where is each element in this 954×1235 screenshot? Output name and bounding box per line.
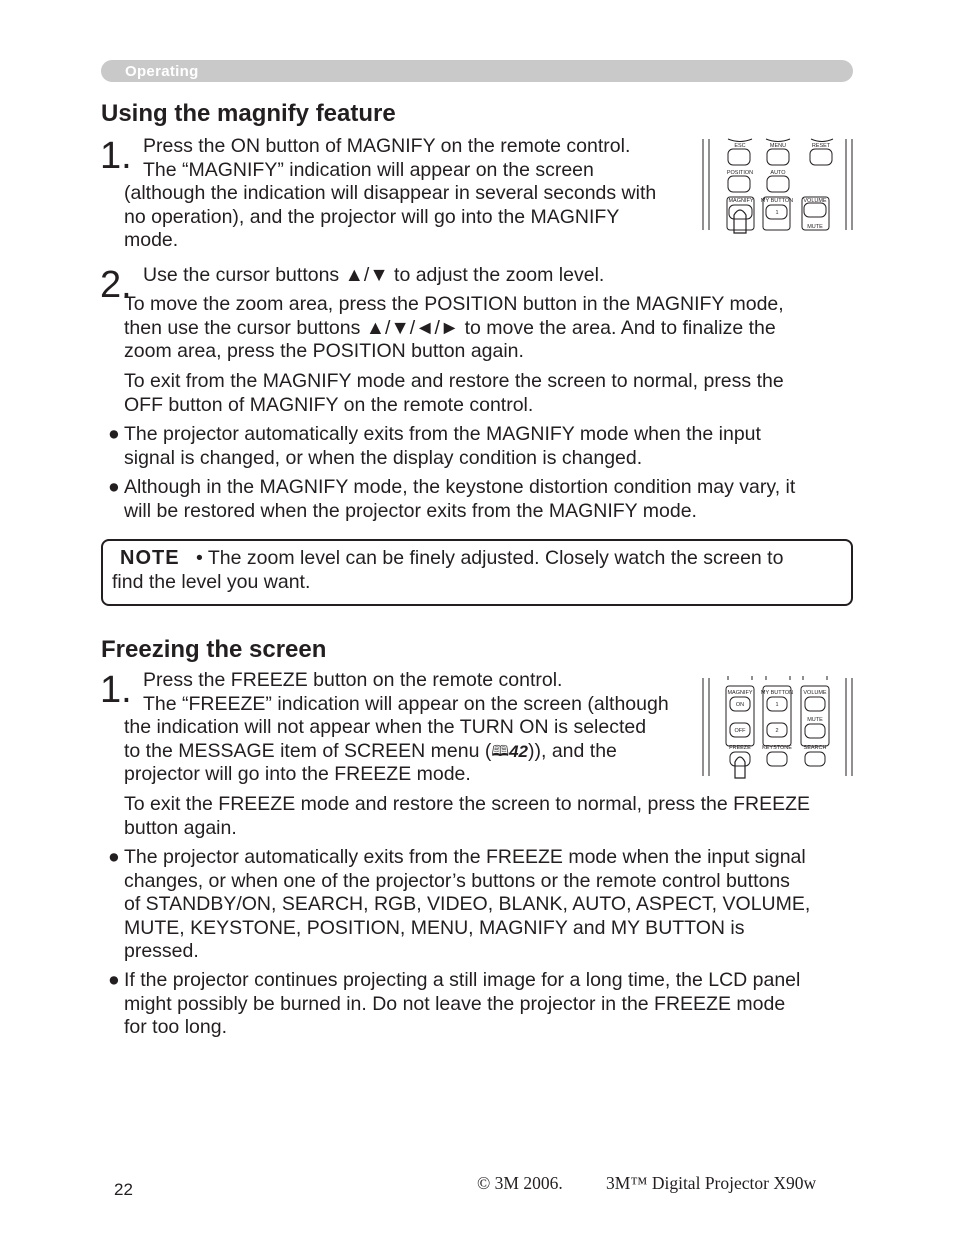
section-label: Operating (125, 63, 199, 80)
freeze-bullet-line: MUTE, KEYSTONE, POSITION, MENU, MAGNIFY and MY BUTTON is (124, 916, 745, 939)
magnify-step2-para1-line: To move the zoom area, press the POSITION button in the MAGNIFY mode, (124, 293, 784, 315)
freeze-bullet-line: changes, or when one of the projector’s buttons or the remote control buttons (124, 869, 790, 892)
freeze-step1-line: Press the FREEZE button on the remote control. (143, 669, 563, 691)
bullet-glyph: ● (108, 846, 120, 868)
freeze-bullet-line: of STANDBY/ON, SEARCH, RGB, VIDEO, BLANK, AUTO, ASPECT, VOLUME, (124, 893, 811, 915)
magnify-bullet-line: Although in the MAGNIFY mode, the keystone distortion condition may vary, it (124, 476, 796, 498)
remote-label-auto: AUTO (770, 170, 786, 176)
remote-label-freeze: FREEZE (729, 745, 751, 751)
bullet-glyph: ● (108, 969, 120, 991)
magnify-bullet-line: The projector automatically exits from the MAGNIFY mode when the input (124, 423, 761, 445)
magnify-step2-line: Use the cursor buttons ▲/▼ to adjust the zoom level. (143, 264, 605, 286)
magnify-step1-line: (although the indication will disappear in several seconds with (124, 182, 657, 204)
freeze-bullet-line: pressed. (124, 940, 199, 962)
remote-label-esc: ESC (734, 143, 746, 149)
freeze-bullet-line: might possibly be burned in. Do not leave the projector in the FREEZE mode (124, 992, 786, 1015)
remote-label-my-button: MY BUTTON (760, 690, 794, 696)
freeze-bullet-line: for too long. (124, 1016, 227, 1038)
remote-label-keystone: KEYSTONE (762, 745, 792, 751)
freeze-step1-line: the indication will not appear when the TURN ON is selected (124, 716, 647, 738)
book-icon: 🕮 (491, 742, 510, 760)
freeze-step1-line: projector will go into the FREEZE mode. (124, 763, 471, 785)
section-header-bar (101, 60, 853, 82)
page-number: 22 (114, 1180, 133, 1199)
magnify-step2-number: 2. (100, 264, 132, 306)
remote-label-volume: VOLUME (803, 198, 827, 204)
freeze-step1-line: The “FREEZE” indication will appear on the screen (although (143, 692, 669, 715)
footer-product-name: 3M™ Digital Projector X90w (606, 1173, 817, 1193)
freeze-bullet-line: If the projector continues projecting a still image for a long time, the LCD panel (124, 969, 801, 991)
magnify-step2-para2-line: To exit from the MAGNIFY mode and restore the screen to normal, press the (124, 370, 784, 392)
freeze-bullet-line: The projector automatically exits from the FREEZE mode when the input signal (124, 846, 806, 868)
remote-label-mute: MUTE (807, 717, 823, 723)
magnify-step1-line: The “MAGNIFY” indication will appear on the screen (143, 158, 594, 181)
remote-label-menu: MENU (769, 143, 787, 149)
note-text-line: find the level you want. (112, 570, 311, 593)
remote-label-one: 1 (775, 702, 779, 708)
magnify-step1-line: Press the ON button of MAGNIFY on the remote control. (143, 135, 631, 157)
magnify-bullet-line: will be restored when the projector exits from the MAGNIFY mode. (124, 499, 697, 522)
bullet-glyph: ● (108, 423, 120, 445)
magnify-step2-para1-line: then use the cursor buttons ▲/▼/◄/► to move the area. And to finalize the (124, 316, 776, 339)
freeze-exit-line: button again. (124, 816, 237, 839)
remote-control-freeze-illustration (700, 676, 855, 780)
remote-label-mute: MUTE (807, 224, 823, 230)
remote-label-volume: VOLUME (803, 690, 827, 696)
note-label: NOTE (120, 547, 180, 569)
footer-copyright: © 3M 2006. (477, 1173, 563, 1193)
remote-label-magnify: MAGNIFY (728, 198, 754, 204)
magnify-heading: Using the magnify feature (101, 100, 396, 127)
remote-label-two: 2 (775, 728, 779, 734)
remote-label-reset: RESET (811, 143, 831, 149)
remote-label-off: OFF (734, 728, 746, 734)
freeze-step1-line-post: )), and the (528, 739, 617, 762)
magnify-bullet-line: signal is changed, or when the display condition is changed. (124, 446, 643, 469)
remote-label-on: ON (735, 702, 745, 708)
freeze-step1-line-ref (124, 740, 617, 764)
magnify-step1-line: no operation), and the projector will go into the MAGNIFY (124, 205, 620, 228)
bullet-glyph: ● (108, 476, 120, 498)
magnify-step2-para2-line: OFF button of MAGNIFY on the remote control. (124, 393, 534, 416)
freeze-step1-number: 1. (100, 669, 132, 711)
freeze-heading: Freezing the screen (101, 636, 327, 663)
remote-control-magnify-illustration (700, 135, 855, 235)
page-reference-link[interactable]: 42 (509, 741, 528, 761)
freeze-exit-line: To exit the FREEZE mode and restore the screen to normal, press the FREEZE (124, 793, 811, 815)
magnify-step2-para1-line: zoom area, press the POSITION button again. (124, 340, 524, 362)
note-text-line: • The zoom level can be finely adjusted. Closely watch the screen to (196, 547, 784, 569)
remote-label-position: POSITION (726, 170, 754, 176)
remote-label-one: 1 (775, 210, 779, 216)
magnify-step1-number: 1. (100, 135, 132, 177)
freeze-step1-line-pre: to the MESSAGE item of SCREEN menu ( (124, 739, 492, 762)
remote-label-magnify: MAGNIFY (727, 690, 753, 696)
magnify-step1-line: mode. (124, 229, 179, 251)
remote-label-my-button: MY BUTTON (760, 198, 794, 204)
remote-label-search: SEARCH (803, 745, 827, 751)
